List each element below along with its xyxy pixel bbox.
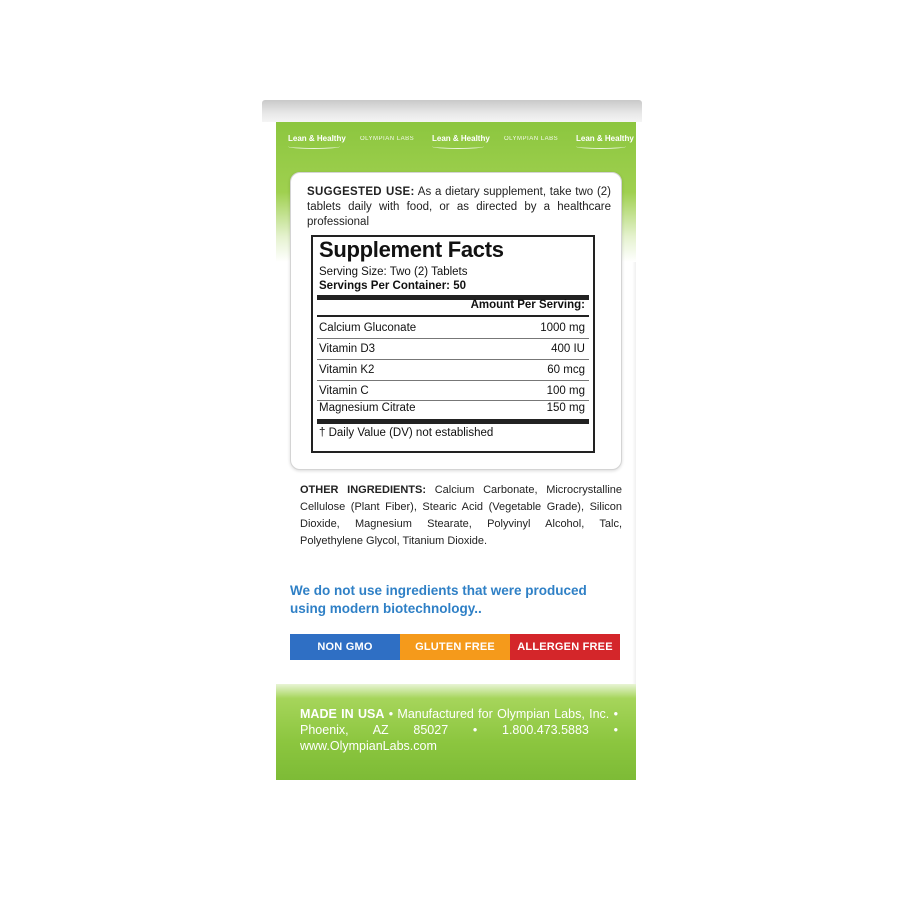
supplement-label-card — [290, 172, 622, 470]
manufacturer-info — [300, 706, 618, 754]
gluten-free-badge: GLUTEN FREE — [400, 634, 510, 660]
servings-per-container: Servings Per Container: 50 — [319, 280, 466, 292]
nutrient-row — [319, 398, 585, 418]
nutrient-name: Calcium Gluconate — [319, 322, 417, 334]
nutrient-amount: 400 IU — [551, 343, 585, 355]
manufacturer-text: • Manufactured for Olympian Labs, Inc. • Phoenix, AZ 85027 • 1.800.473.5883 • www.OlympianLabs.com — [300, 707, 618, 753]
nutrient-amount: 150 mg — [546, 402, 585, 414]
brand-logo: Lean & Healthy — [288, 134, 346, 143]
amount-per-serving-header: Amount Per Serving: — [470, 299, 585, 311]
brand-logo: Lean & Healthy — [576, 134, 634, 143]
nutrient-amount: 1000 mg — [540, 322, 585, 334]
nutrient-name: Vitamin D3 — [319, 343, 376, 355]
thick-divider — [317, 419, 589, 424]
maker-logo: OLYMPIAN LABS — [360, 136, 415, 142]
brand-swoosh-icon — [288, 144, 340, 149]
nutrient-row — [319, 339, 585, 359]
nutrient-amount: 60 mcg — [547, 364, 585, 376]
maker-logo: OLYMPIAN LABS — [504, 136, 559, 142]
box-top-flap — [262, 100, 642, 122]
serving-info — [319, 265, 468, 293]
facts-title: Supplement Facts — [319, 237, 504, 262]
brand-strip — [276, 130, 636, 154]
suggested-use — [307, 185, 611, 230]
other-ingredients — [300, 482, 622, 550]
supplement-facts-panel — [311, 235, 595, 453]
nutrient-row — [319, 318, 585, 338]
nutrient-name: Magnesium Citrate — [319, 402, 416, 414]
certification-badges — [290, 634, 620, 660]
bottom-green-band — [276, 684, 636, 780]
nutrient-amount: 100 mg — [546, 385, 585, 397]
divider — [317, 315, 589, 317]
other-ingredients-text: Calcium Carbonate, Microcrystalline Cellulose (Plant Fiber), Stearic Acid (Vegetable Grade), Silicon Dioxide, Magnesium Stearate, Polyvinyl Alcohol, Talc, Polyethylene Glycol, Titanium Dioxide. — [300, 484, 622, 547]
product-box-side-panel — [276, 122, 636, 780]
nutrient-name: Vitamin K2 — [319, 364, 375, 376]
nutrient-name: Vitamin C — [319, 385, 369, 397]
nutrient-row — [319, 360, 585, 380]
other-ingredients-heading: OTHER INGREDIENTS: — [300, 484, 427, 496]
biotech-notice: We do not use ingredients that were produced using modern biotechnology.. — [290, 583, 587, 616]
allergen-free-badge: ALLERGEN FREE — [510, 634, 620, 660]
non-gmo-badge: NON GMO — [290, 634, 400, 660]
suggested-use-text: As a dietary supplement, take two (2) tablets daily with food, or as directed by a healthcare professional — [307, 186, 612, 228]
made-in-usa: MADE IN USA — [300, 707, 385, 721]
suggested-use-heading: SUGGESTED USE: — [307, 186, 415, 198]
brand-swoosh-icon — [576, 144, 626, 149]
brand-swoosh-icon — [432, 144, 484, 149]
brand-logo: Lean & Healthy — [432, 134, 490, 143]
serving-size: Serving Size: Two (2) Tablets — [319, 266, 468, 278]
daily-value-footnote: † Daily Value (DV) not established — [319, 427, 494, 439]
